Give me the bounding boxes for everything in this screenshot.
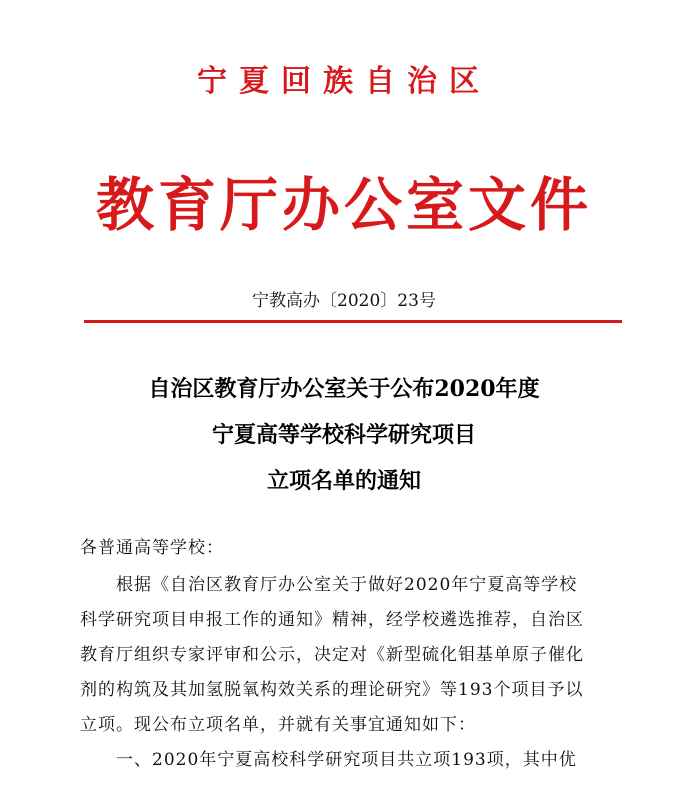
notice-title-line-3: 立项名单的通知 [266, 468, 421, 494]
document-number: 宁教高办〔2020〕23号 [252, 291, 436, 311]
issuing-authority: 宁夏回族自治区 [197, 64, 491, 99]
body-line: 剂的构筑及其加氢脱氧构效关系的理论研究》等193个项目予以 [80, 680, 584, 700]
body-line: 科学研究项目申报工作的通知》精神，经学校遴选推荐，自治区 [80, 610, 584, 630]
body-line: 一、2020年宁夏高校科学研究项目共立项193项，其中优 [116, 750, 577, 770]
salutation: 各普通高等学校： [80, 538, 224, 558]
body-line: 教育厅组织专家评审和公示，决定对《新型硫化钼基单原子催化 [80, 645, 584, 665]
body-line: 立项。现公布立项名单，并就有关事宜通知如下： [80, 715, 476, 735]
body-line: 根据《自治区教育厅办公室关于做好2020年宁夏高等学校 [116, 575, 578, 595]
red-divider-line [84, 320, 622, 323]
document-type-heading: 教育厅办公室文件 [95, 171, 592, 239]
notice-title-line-2: 宁夏高等学校科学研究项目 [211, 422, 476, 448]
notice-title-line-1: 自治区教育厅办公室关于公布2020年度 [148, 376, 540, 402]
